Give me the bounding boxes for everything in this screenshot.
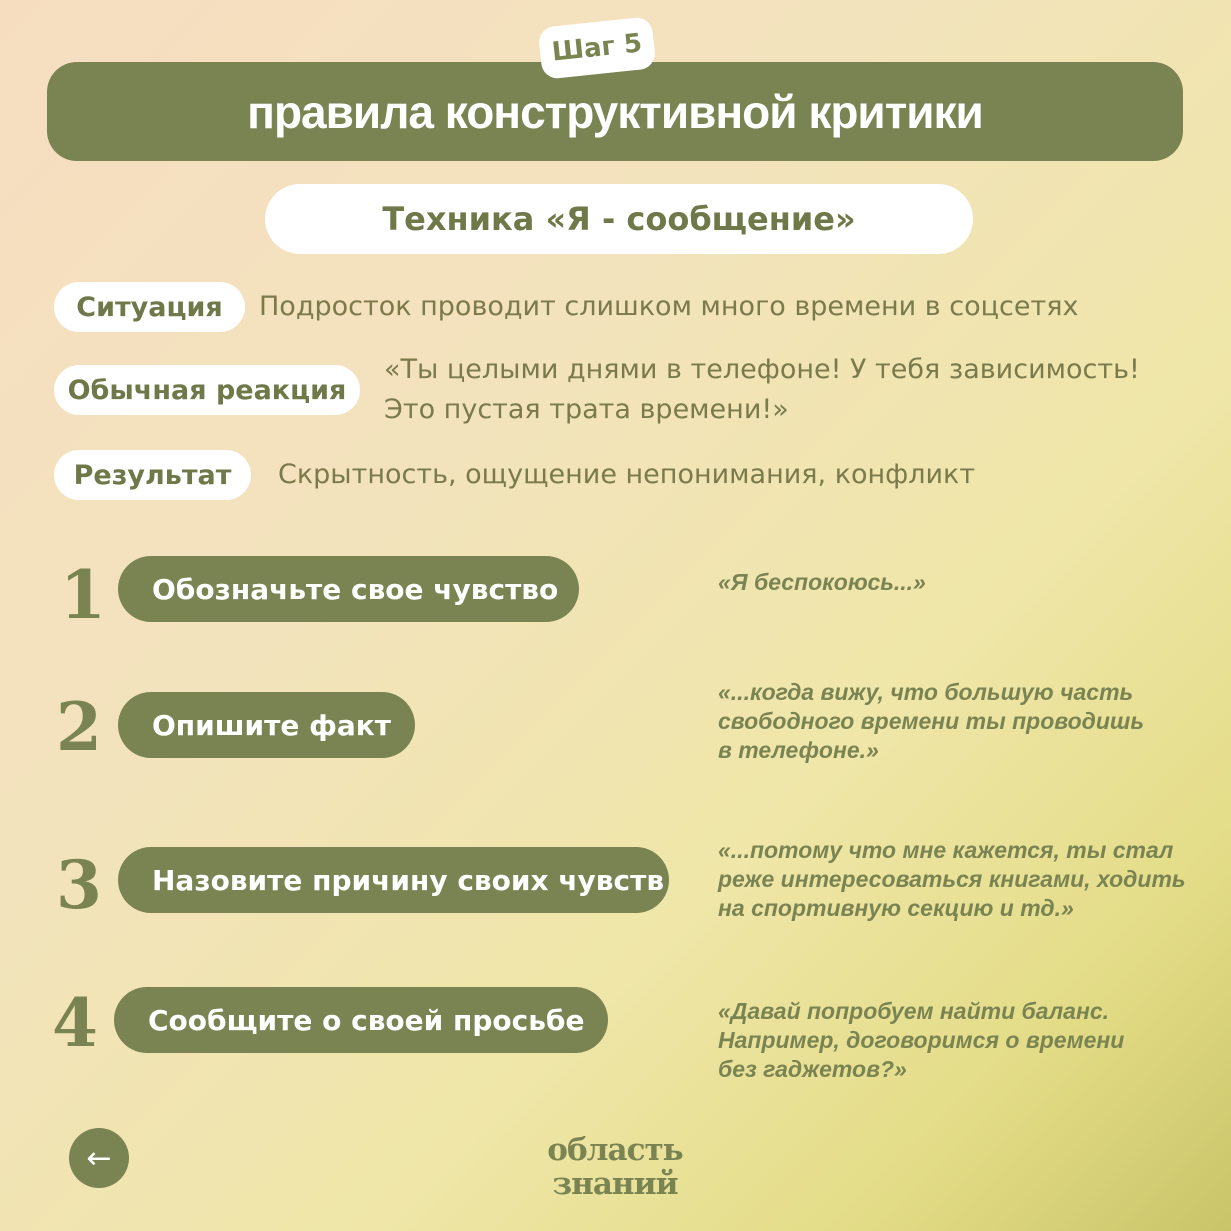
arrow-left-icon: ←	[86, 1140, 112, 1176]
step-number-2: 2	[56, 688, 102, 766]
step-quote-1	[718, 568, 1198, 597]
quote-line: «Я беспокоюсь...»	[718, 569, 926, 595]
logo-line-1: область	[547, 1132, 683, 1168]
quote-line: «Давай попробуем найти баланс.	[718, 998, 1110, 1024]
result-label: Результат	[54, 450, 251, 500]
technique-label: Техника «Я - сообщение»	[265, 184, 973, 254]
step-pill-3: Назовите причину своих чувств	[118, 847, 669, 913]
step-quote-3	[718, 836, 1198, 923]
step-number-4: 4	[52, 984, 98, 1062]
step-pill-1: Обозначьте свое чувство	[118, 556, 579, 622]
title-bar	[47, 62, 1183, 161]
back-button[interactable]	[69, 1128, 129, 1188]
step-quote-4	[718, 997, 1198, 1084]
quote-line: «...когда вижу, что большую часть	[718, 679, 1134, 705]
step-badge: Шаг 5	[538, 16, 657, 80]
reaction-label: Обычная реакция	[54, 365, 360, 415]
logo-line-2: знаний	[552, 1166, 678, 1202]
result-text: Скрытность, ощущение непонимания, конфликт	[278, 459, 976, 490]
quote-line: в телефоне.»	[718, 737, 879, 763]
step-number-3: 3	[56, 846, 102, 924]
page-title: правила конструктивной критики	[247, 85, 983, 138]
quote-line: Например, договоримся о времени	[718, 1027, 1125, 1053]
quote-line: без гаджетов?»	[718, 1056, 907, 1082]
situation-text: Подросток проводит слишком много времени в соцсетях	[259, 291, 1079, 322]
reaction-text-line1: «Ты целыми днями в телефоне! У тебя зависимость!	[384, 354, 1140, 385]
logo	[515, 1133, 715, 1201]
step-quote-2	[718, 678, 1198, 765]
quote-line: свободного времени ты проводишь	[718, 708, 1144, 734]
reaction-text-line2: Это пустая трата времени!»	[384, 394, 789, 425]
situation-label: Ситуация	[54, 282, 245, 332]
step-pill-4: Сообщите о своей просьбе	[114, 987, 608, 1053]
quote-line: на спортивную секцию и тд.»	[718, 895, 1074, 921]
quote-line: реже интересоваться книгами, ходить	[718, 866, 1186, 892]
step-pill-2: Опишите факт	[118, 692, 415, 758]
step-number-1: 1	[60, 556, 106, 634]
quote-line: «...потому что мне кажется, ты стал	[718, 837, 1174, 863]
